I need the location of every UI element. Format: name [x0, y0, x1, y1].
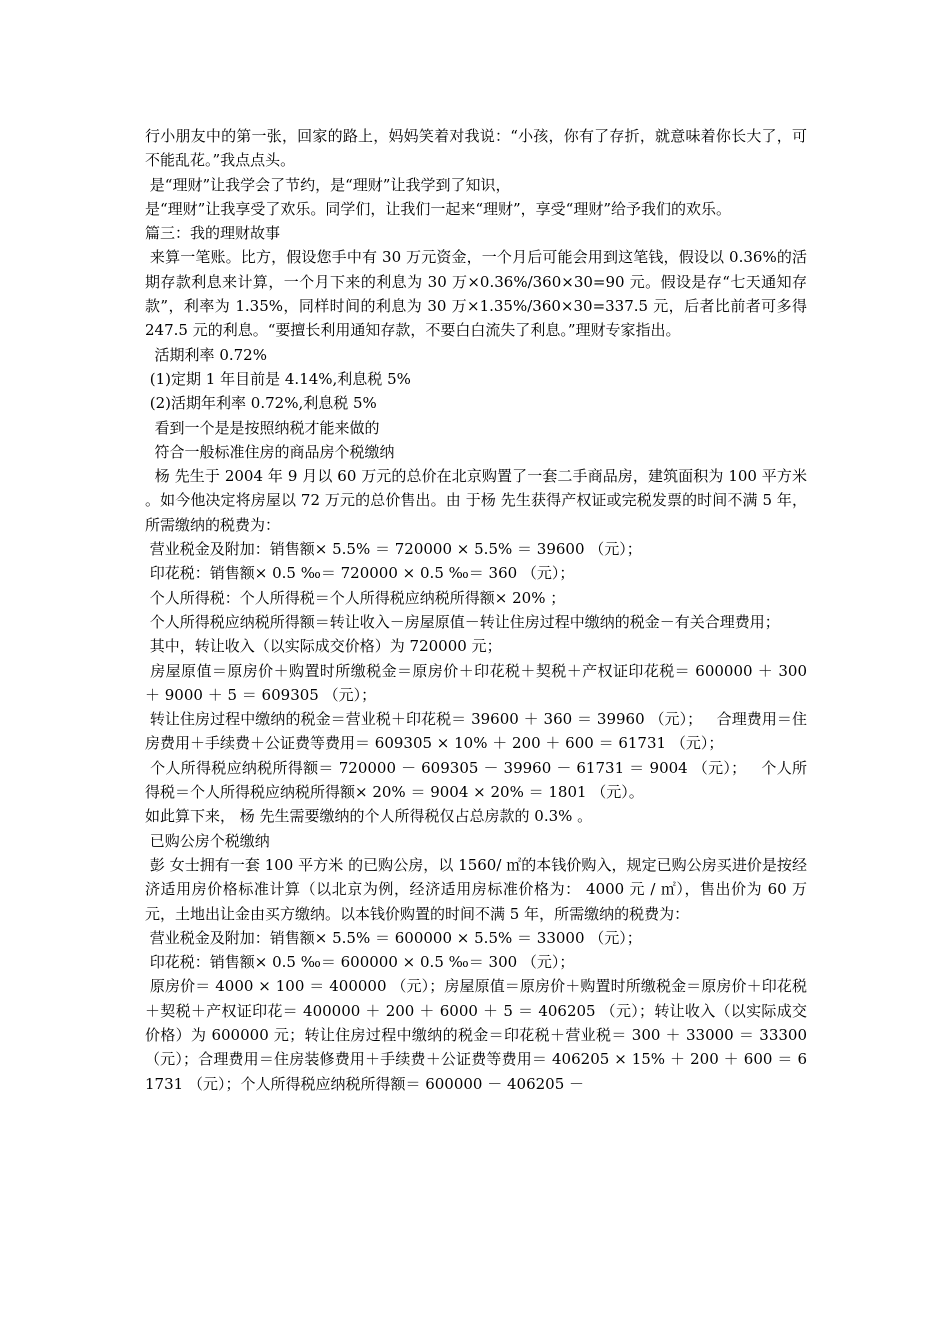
paragraph: 营业税金及附加：销售额× 5.5% ＝ 720000 × 5.5% ＝ 39600 （元）； [145, 540, 642, 559]
paragraph: 原房价＝ 4000 × 100 ＝ 400000 （元）；房屋原值＝原房价＋购置时所缴税金＝原房价＋印花税＋契税＋产权证印花＝ 400000 ＋ 200 ＋ 6000 ＋ 5 ＝ 406205 （元）；转让收入（以实际成交价格）为 600000 元；转让住房过程中缴纳的税金＝印花税＋营业税＝ 300 ＋ 33000 ＝ 33300 （元）；合理费用＝住房装修费用＋手续费＋公证费等费用＝ 406205 × 15% ＋ 200 ＋ 600 ＝ 61731 （元）；个人所得税应纳税所得额＝ 600000 － 406205 － [145, 977, 812, 1093]
paragraph: 印花税：销售额× 0.5 ‰＝ 720000 × 0.5 ‰＝ 360 （元）； [145, 564, 575, 583]
paragraph: 活期利率 0.72% [145, 345, 267, 364]
paragraph: 符合一般标准住房的商品房个税缴纳 [145, 442, 395, 461]
document-page [145, 124, 812, 1096]
paragraph: 彭 女士拥有一套 100 平方米 的已购公房，以 1560/ ㎡的本钱价购入，规定已购公房买进价是按经济适用房价格标准计算（以北京为例，经济适用房标准价格为： 4000 元 / ㎡），售出价为 60 万元，土地出让金由买方缴纳。以本钱价购置的时间不满 5 年，所需缴纳的税费为： [145, 855, 807, 923]
paragraph: 转让住房过程中缴纳的税金＝营业税＋印花税＝ 39600 ＋ 360 ＝ 39960 （元）； 合理费用＝住房费用＋手续费＋公证费等费用＝ 609305 × 10% ＋ 200 ＋ 600 ＝ 61731 （元）； [145, 710, 807, 753]
paragraph: 其中，转让收入（以实际成交价格）为 720000 元； [145, 637, 502, 656]
paragraph: 是“理财”让我享受了欢乐。同学们，让我们一起来“理财”，享受“理财”给予我们的欢乐。 [145, 199, 732, 218]
paragraph: 来算一笔账。比方，假设您手中有 30 万元资金，一个月后可能会用到这笔钱，假设以 0.36%的活期存款利息来计算，一个月下来的利息为 30 万×0.36%/360×30=90 元。假设是存“七天通知存款”，利率为 1.35%，同样时间的利息为 30 万×1.35%/360×30=337.5 元，后者比前者可多得 247.5 元的利息。“要擅长利用通知存款，不要白白流失了利息。”理财专家指出。 [145, 248, 812, 340]
paragraph: 看到一个是是按照纳税才能来做的 [145, 418, 380, 437]
paragraph: (1)定期 1 年目前是 4.14%,利息税 5% [145, 369, 411, 388]
paragraph: 个人所得税应纳税所得额＝ 720000 － 609305 － 39960 － 61731 ＝ 9004 （元）； 个人所得税＝个人所得税应纳税所得额× 20% ＝ 9004 × 20% ＝ 1801 （元）。 [145, 758, 807, 802]
paragraph: 个人所得税应纳税所得额＝转让收入－房屋原值－转让住房过程中缴纳的税金－有关合理费用； [145, 612, 780, 631]
paragraph: 杨 先生于 2004 年 9 月以 60 万元的总价在北京购置了一套二手商品房，建筑面积为 100 平方米 。如今他决定将房屋以 72 万元的总价售出。由 于杨 先生获得产权证或完税发票的时间不满 5 年，所需缴纳的税费为： [145, 467, 812, 534]
paragraph: 营业税金及附加：销售额× 5.5% ＝ 600000 × 5.5% ＝ 33000 （元）； [145, 928, 642, 947]
paragraph: 印花税：销售额× 0.5 ‰＝ 600000 × 0.5 ‰＝ 300 （元）； [145, 953, 575, 972]
paragraph: 已购公房个税缴纳 [145, 831, 270, 850]
section-heading: 篇三：我的理财故事 [145, 224, 281, 243]
paragraph: (2)活期年利率 0.72%,利息税 5% [145, 394, 377, 413]
paragraph: 是“理财”让我学会了节约，是“理财”让我学到了知识， [145, 175, 511, 194]
paragraph: 如此算下来， 杨 先生需要缴纳的个人所得税仅占总房款的 0.3% 。 [145, 807, 593, 826]
paragraph: 房屋原值＝原房价＋购置时所缴税金＝原房价＋印花税＋契税＋产权证印花税＝ 600000 ＋ 300 ＋ 9000 ＋ 5 ＝ 609305 （元）； [145, 661, 812, 704]
paragraph: 行小朋友中的第一张，回家的路上，妈妈笑着对我说：“小孩，你有了存折，就意味着你长大了，可不能乱花。”我点点头。 [145, 127, 807, 170]
paragraph: 个人所得税：个人所得税＝个人所得税应纳税所得额× 20% ； [145, 588, 566, 607]
